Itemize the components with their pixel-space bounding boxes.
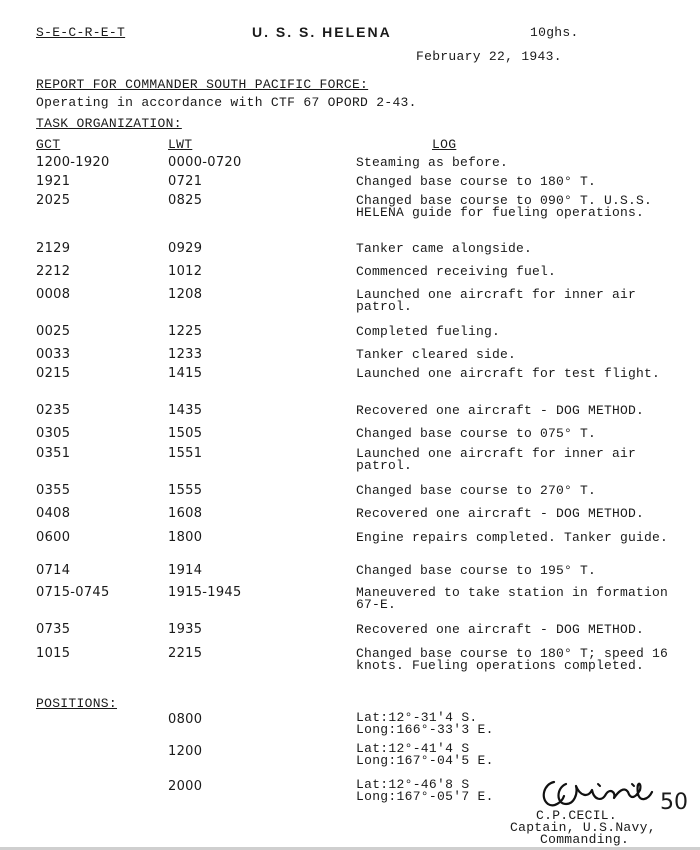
lwt-cell: 0825 bbox=[168, 193, 203, 208]
lwt-cell: 1555 bbox=[168, 483, 203, 498]
column-lwt: LWT bbox=[168, 137, 193, 152]
log-cell: Changed base course to 180° T; speed 16 knots. Fueling operations completed. bbox=[356, 646, 669, 673]
lwt-cell: 1915-1945 bbox=[168, 585, 242, 600]
column-log: LOG bbox=[432, 137, 457, 152]
gct-cell: 0351 bbox=[36, 446, 71, 461]
positions-label: POSITIONS: bbox=[36, 696, 118, 711]
gct-cell: 0235 bbox=[36, 403, 71, 418]
gct-cell: 0735 bbox=[36, 622, 71, 637]
signer-rank: Captain, U.S.Navy, bbox=[510, 820, 656, 835]
gct-cell: 0305 bbox=[36, 426, 71, 441]
lwt-cell: 0000-0720 bbox=[168, 155, 242, 170]
gct-cell: 0008 bbox=[36, 287, 71, 302]
gct-cell: 2129 bbox=[36, 241, 71, 256]
lwt-cell: 1233 bbox=[168, 347, 203, 362]
task-organization: TASK ORGANIZATION: bbox=[36, 116, 182, 131]
gct-cell: 0355 bbox=[36, 483, 71, 498]
log-cell: Changed base course to 270° T. bbox=[356, 483, 597, 498]
position-time: 0800 bbox=[168, 712, 203, 727]
position-lat: Lat:12°-46'8 S bbox=[356, 777, 470, 792]
log-cell: Completed fueling. bbox=[356, 324, 501, 339]
gct-cell: 1200-1920 bbox=[36, 155, 110, 170]
lwt-cell: 1608 bbox=[168, 506, 203, 521]
position-lat: Lat:12°-41'4 S bbox=[356, 741, 470, 756]
lwt-cell: 1551 bbox=[168, 446, 203, 461]
position-long: Long:167°-05'7 E. bbox=[356, 789, 494, 804]
handwritten-signature bbox=[536, 772, 666, 812]
gct-cell: 0715-0745 bbox=[36, 585, 110, 600]
gct-cell: 2212 bbox=[36, 264, 71, 279]
gct-cell: 0215 bbox=[36, 366, 71, 381]
page-number: 50 bbox=[660, 790, 688, 815]
lwt-cell: 1415 bbox=[168, 366, 203, 381]
position-long: Long:167°-04'5 E. bbox=[356, 753, 494, 768]
gct-cell: 1921 bbox=[36, 174, 71, 189]
gct-cell: 0033 bbox=[36, 347, 71, 362]
reference-code: 10ghs. bbox=[530, 25, 579, 40]
report-date: February 22, 1943. bbox=[416, 49, 562, 64]
lwt-cell: 0721 bbox=[168, 174, 203, 189]
ship-title: U. S. S. HELENA bbox=[252, 24, 392, 40]
report-heading: REPORT FOR COMMANDER SOUTH PACIFIC FORCE: bbox=[36, 77, 369, 92]
gct-cell: 0600 bbox=[36, 530, 71, 545]
log-cell: Engine repairs completed. Tanker guide. bbox=[356, 530, 669, 545]
log-cell: Tanker came alongside. bbox=[356, 241, 533, 256]
position-time: 2000 bbox=[168, 779, 203, 794]
log-cell: Recovered one aircraft - DOG METHOD. bbox=[356, 506, 645, 521]
log-cell: Steaming as before. bbox=[356, 155, 509, 170]
log-cell: Launched one aircraft for inner air patrol. bbox=[356, 287, 637, 314]
log-cell: Maneuvered to take station in formation 67-E. bbox=[356, 585, 669, 612]
log-cell: Commenced receiving fuel. bbox=[356, 264, 557, 279]
gct-cell: 0025 bbox=[36, 324, 71, 339]
lwt-cell: 1935 bbox=[168, 622, 203, 637]
lwt-cell: 1505 bbox=[168, 426, 203, 441]
lwt-cell: 1435 bbox=[168, 403, 203, 418]
log-cell: Launched one aircraft for test flight. bbox=[356, 366, 661, 381]
lwt-cell: 2215 bbox=[168, 646, 203, 661]
gct-cell: 0408 bbox=[36, 506, 71, 521]
lwt-cell: 1225 bbox=[168, 324, 203, 339]
signer-name: C.P.CECIL. bbox=[536, 808, 618, 823]
log-cell: Launched one aircraft for inner air patrol. bbox=[356, 446, 637, 473]
position-time: 1200 bbox=[168, 744, 203, 759]
log-cell: Changed base course to 180° T. bbox=[356, 174, 597, 189]
log-cell: Tanker cleared side. bbox=[356, 347, 517, 362]
position-long: Long:166°-33'3 E. bbox=[356, 722, 494, 737]
column-gct: GCT bbox=[36, 137, 61, 152]
gct-cell: 2025 bbox=[36, 193, 71, 208]
gct-cell: 1015 bbox=[36, 646, 71, 661]
gct-cell: 0714 bbox=[36, 563, 71, 578]
log-cell: Changed base course to 090° T. U.S.S. HELENA guide for fueling operations. bbox=[356, 193, 653, 220]
lwt-cell: 0929 bbox=[168, 241, 203, 256]
lwt-cell: 1012 bbox=[168, 264, 203, 279]
signer-role: Commanding. bbox=[540, 832, 630, 847]
lwt-cell: 1208 bbox=[168, 287, 203, 302]
log-cell: Recovered one aircraft - DOG METHOD. bbox=[356, 622, 645, 637]
lwt-cell: 1914 bbox=[168, 563, 203, 578]
operating-order: Operating in accordance with CTF 67 OPORD 2-43. bbox=[36, 95, 417, 110]
classification-label: S-E-C-R-E-T bbox=[36, 25, 126, 40]
log-cell: Recovered one aircraft - DOG METHOD. bbox=[356, 403, 645, 418]
log-cell: Changed base course to 075° T. bbox=[356, 426, 597, 441]
lwt-cell: 1800 bbox=[168, 530, 203, 545]
position-lat: Lat:12°-31'4 S. bbox=[356, 710, 478, 725]
log-cell: Changed base course to 195° T. bbox=[356, 563, 597, 578]
